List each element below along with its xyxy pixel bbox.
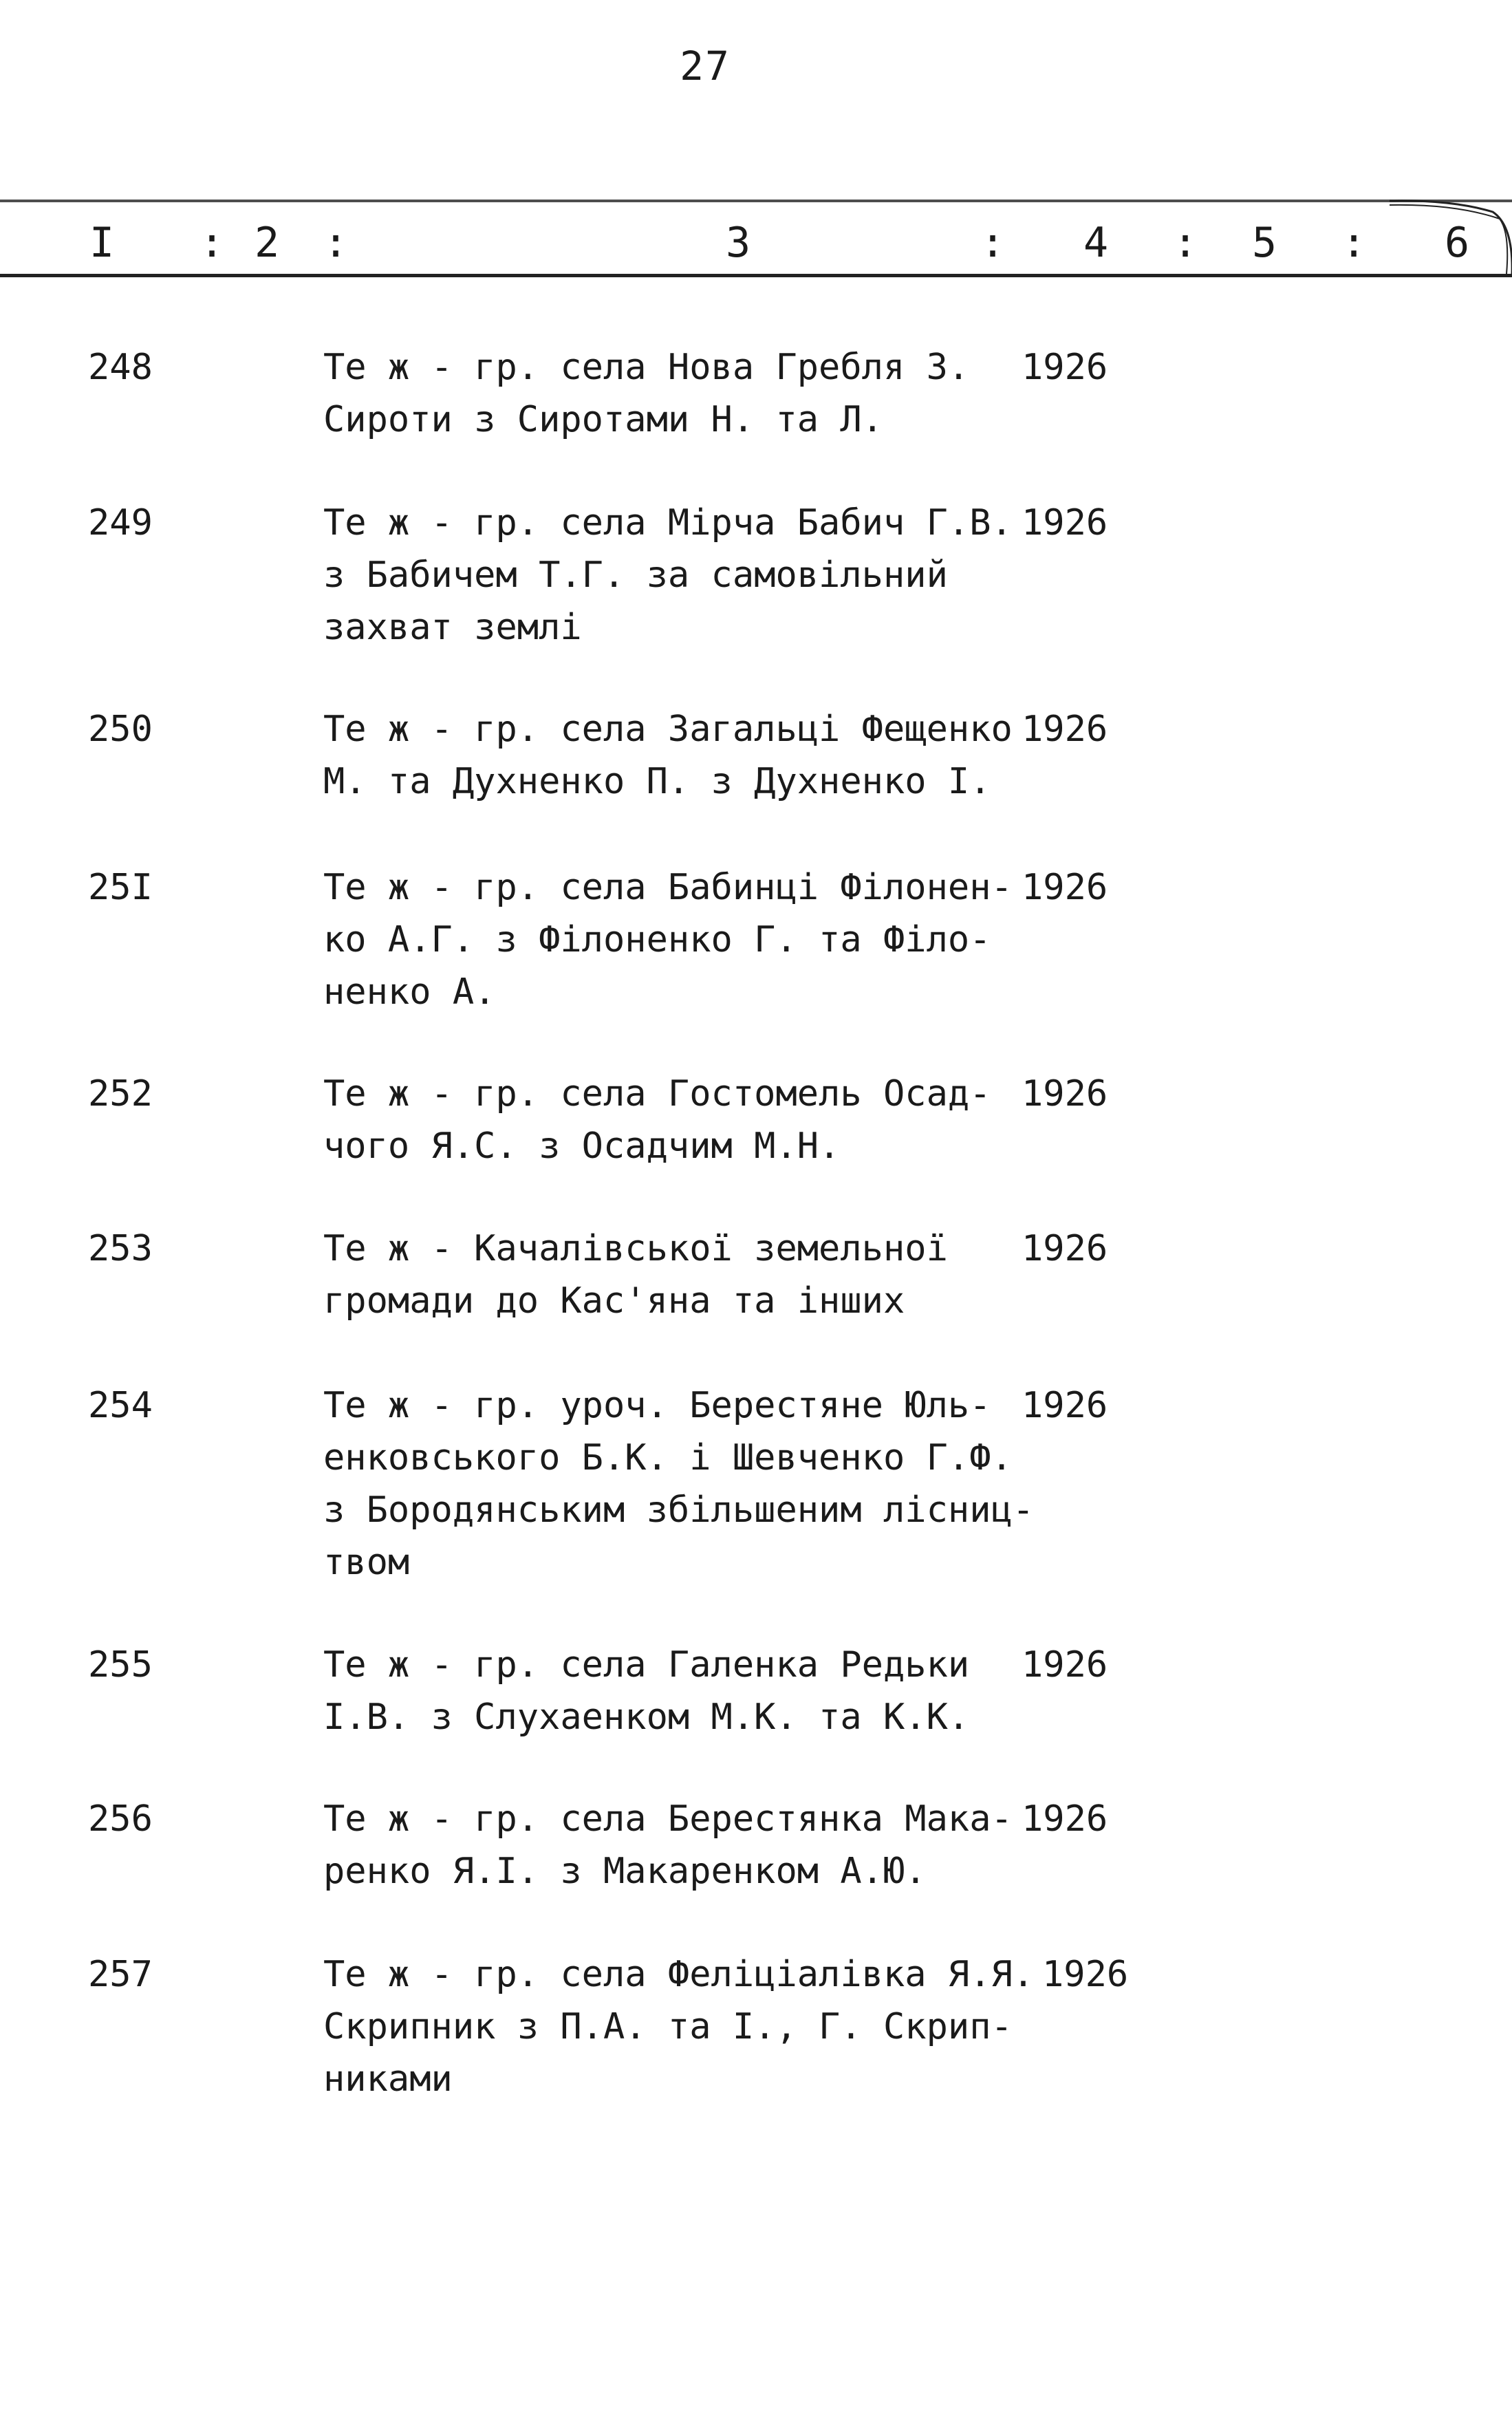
description-line: з Бородянським збільшеним лісниц- — [323, 1489, 1035, 1531]
description-line: І.В. з Слухаенком М.К. та К.К. — [323, 1697, 970, 1738]
description-line: М. та Духненко П. з Духненко І. — [323, 761, 991, 802]
description-line: чого Я.С. з Осадчим М.Н. — [323, 1126, 841, 1167]
description-line: твом — [323, 1542, 410, 1583]
entry-year: 1926 — [1022, 1798, 1108, 1840]
description-line: Те ж - гр. села Загальці Фещенко — [323, 709, 1013, 750]
entry-number: 25I — [88, 867, 153, 908]
entry-number: 248 — [88, 347, 153, 388]
entry-number: 252 — [88, 1073, 153, 1115]
entry-year: 1926 — [1022, 709, 1108, 750]
column-separator: : — [980, 219, 1006, 267]
entry-year: 1926 — [1022, 1385, 1108, 1426]
description-line: Те ж - гр. села Гостомель Осад- — [323, 1073, 991, 1115]
entry-description — [323, 1223, 1011, 1327]
entry-description — [323, 1793, 1011, 1897]
column-header-5: 5 — [1252, 219, 1277, 267]
description-line: Те ж - Качалівської земельної — [323, 1228, 948, 1269]
entry-number: 254 — [88, 1385, 153, 1426]
description-line: Те ж - гр. села Мірча Бабич Г.В. — [323, 502, 1013, 544]
header-rule-bottom — [0, 274, 1512, 277]
description-line: никами — [323, 2058, 453, 2100]
header-rule-top — [0, 200, 1512, 202]
entry-number: 256 — [88, 1798, 153, 1840]
entry-description — [323, 1948, 1035, 2105]
entry-year: 1926 — [1022, 1073, 1108, 1115]
entry-description — [323, 341, 1011, 446]
page-number: 27 — [680, 43, 731, 89]
entry-year: 1926 — [1022, 1644, 1108, 1686]
description-line: Те ж - гр. села Берестянка Мака- — [323, 1798, 1013, 1840]
entry-description — [323, 703, 1011, 808]
description-line: ренко Я.І. з Макаренком А.Ю. — [323, 1851, 927, 1892]
column-header-1: I — [89, 219, 115, 267]
header-corner-lines — [1390, 198, 1512, 281]
entry-number: 253 — [88, 1228, 153, 1269]
column-header-4: 4 — [1083, 219, 1109, 267]
entry-year: 1926 — [1022, 867, 1108, 908]
column-separator: : — [323, 219, 349, 267]
column-separator: : — [1341, 219, 1367, 267]
entry-description — [323, 497, 1011, 654]
column-separator: : — [199, 219, 225, 267]
column-header-3: 3 — [726, 219, 751, 267]
description-line: Скрипник з П.А. та І., Г. Скрип- — [323, 2006, 1013, 2047]
entry-number: 250 — [88, 709, 153, 750]
entry-year: 1926 — [1022, 1228, 1108, 1269]
description-line: Те ж - гр. села Бабинці Філонен- — [323, 867, 1013, 908]
description-line: Те ж - гр. села Нова Гребля З. — [323, 347, 970, 388]
description-line: ненко А. — [323, 971, 496, 1013]
description-line: ко А.Г. з Філоненко Г. та Філо- — [323, 919, 991, 960]
entry-number: 255 — [88, 1644, 153, 1686]
description-line: з Бабичем Т.Г. за самовільний — [323, 555, 948, 596]
column-header-6: 6 — [1445, 219, 1470, 267]
description-line: Те ж - гр. села Феліціалівка Я.Я. — [323, 1954, 1035, 1995]
entry-description — [323, 1639, 1011, 1743]
description-line: Те ж - гр. уроч. Берестяне Юль- — [323, 1385, 991, 1426]
entry-description — [323, 861, 1011, 1018]
description-line: Те ж - гр. села Галенка Редьки — [323, 1644, 970, 1686]
column-header-2: 2 — [255, 219, 280, 267]
description-line: Сироти з Сиротами Н. та Л. — [323, 399, 883, 440]
entry-year: 1926 — [1022, 502, 1108, 544]
entry-number: 249 — [88, 502, 153, 544]
description-line: захват землі — [323, 607, 582, 648]
column-separator: : — [1173, 219, 1198, 267]
entry-description — [323, 1068, 1011, 1172]
entry-description — [323, 1379, 1035, 1589]
entry-year: 1926 — [1042, 1954, 1129, 1995]
column-header-row — [0, 219, 1512, 267]
entry-year: 1926 — [1022, 347, 1108, 388]
description-line: енковського Б.К. і Шевченко Г.Ф. — [323, 1437, 1013, 1478]
entry-number: 257 — [88, 1954, 153, 1995]
description-line: громади до Кас'яна та інших — [323, 1280, 905, 1322]
